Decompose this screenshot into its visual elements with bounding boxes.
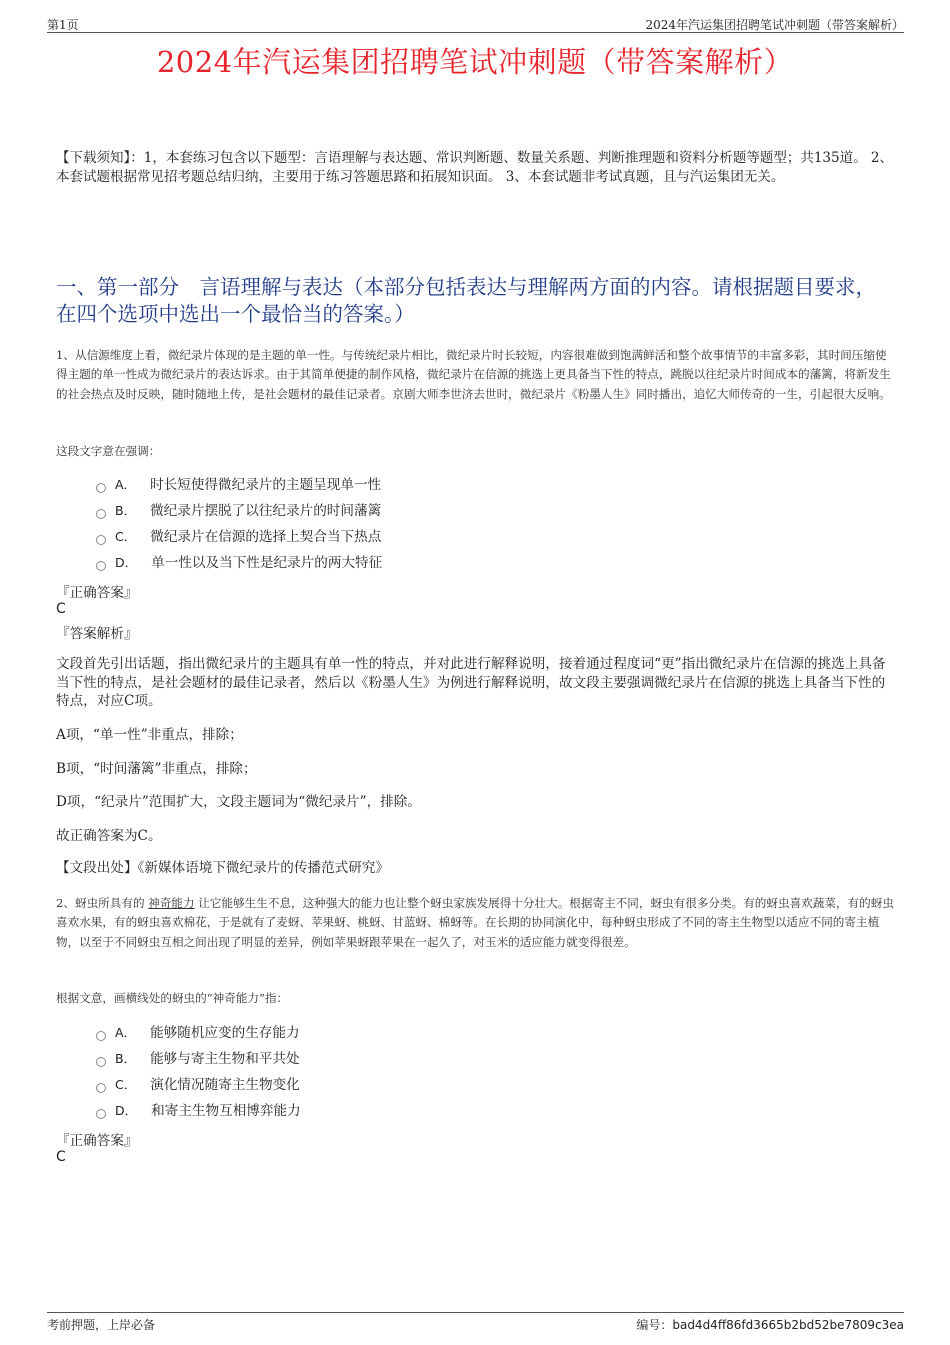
analysis-text: 文段首先引出话题，指出微纪录片的主题具有单一性的特点，并对此进行解释说明，接着通过程度词“更”指出微纪录片在信源的挑选上具备当下性的特点，是社会题材的最佳记录者，然后以《粉墨人生》为例进行解释说明，故文段主要强调微纪录片在信源的挑选上具备当下性的特点，对应C项。 — [56, 656, 886, 709]
option-a[interactable]: A． 时长短使得微纪录片的主题呈现单一性 — [96, 472, 382, 498]
page-footer — [47, 1312, 904, 1333]
radio-icon[interactable] — [96, 1109, 106, 1119]
underlined-phrase: 神奇能力 — [148, 896, 195, 910]
document-code: 编号：bad4d4ff86fd3665b2bd52be7809c3ea — [636, 1318, 904, 1332]
question-1-text: 1、从信源维度上看，微纪录片体现的是主题的单一性。与传统纪录片相比，微纪录片时长较短，内容很难做到饱满鲜活和整个故事情节的丰富多彩，其时间压缩使得主题的单一性成为微纪录片的表达诉求。由于其简单便捷的制作风格，微纪录片在信源的挑选上更具备当下性的特点，跳脱以往纪录片时间成本的藩篱，将新发生的社会热点及时反映，随时随地上传，是社会题材的最佳记录者。京剧大师李世济去世时，微纪录片《粉墨人生》同时播出，追忆大师传奇的一生，引起很大反响。 — [56, 348, 891, 401]
radio-icon[interactable] — [96, 561, 106, 571]
section-heading: 一、第一部分 言语理解与表达（本部分包括表达与理解两方面的内容。请根据题目要求，在四个选项中选出一个最恰当的答案。） — [56, 275, 876, 326]
option-d[interactable]: D． 单一性以及当下性是纪录片的两大特征 — [96, 550, 382, 576]
radio-icon[interactable] — [96, 483, 106, 493]
radio-icon[interactable] — [96, 1031, 106, 1041]
answer-value: C — [56, 601, 66, 617]
radio-icon[interactable] — [96, 509, 106, 519]
option-b[interactable]: B． 微纪录片摆脱了以往纪录片的时间藩篱 — [96, 498, 382, 524]
question-1-prompt: 这段文字意在强调： — [56, 444, 161, 458]
radio-icon[interactable] — [96, 535, 106, 545]
option-b[interactable]: B． 能够与寄主生物和平共处 — [96, 1046, 301, 1072]
question-2-text: 2、蚜虫所具有的 神奇能力 让它能够生生不息，这种强大的能力也让整个蚜虫家族发展得十分壮大。根据寄主不同，蚜虫有很多分类。有的蚜虫喜欢蔬菜，有的蚜虫喜欢水果，有的蚜虫喜欢棉花，于是就有了麦蚜、苹果蚜、桃蚜、甘蓝蚜、棉蚜等。在长期的协同演化中，每种蚜虫形成了不同的寄主生物型以适应不同的寄主植物，以至于不同蚜虫互相之间出现了明显的差异，例如苹果蚜跟苹果在一起久了，对玉米的适应能力就变得很差。 — [56, 896, 894, 949]
answer-label: 『正确答案』 — [56, 1133, 138, 1149]
analysis-label: 『答案解析』 — [56, 626, 138, 642]
answer-label: 『正确答案』 — [56, 585, 138, 601]
analysis-conclusion: 故正确答案为C。 — [56, 828, 162, 844]
question-1-options — [96, 472, 382, 576]
page-number: 第1页 — [47, 18, 79, 32]
page-title: 2024年汽运集团招聘笔试冲刺题（带答案解析） — [156, 45, 794, 79]
analysis-option-a: A项，“单一性”非重点，排除； — [56, 727, 243, 743]
passage-source: 【文段出处】《新媒体语境下微纪录片的传播范式研究》 — [56, 860, 390, 876]
option-c[interactable]: C． 演化情况随寄主生物变化 — [96, 1072, 301, 1098]
header-doc-title: 2024年汽运集团招聘笔试冲刺题（带答案解析） — [645, 18, 904, 32]
option-a[interactable]: A． 能够随机应变的生存能力 — [96, 1020, 301, 1046]
analysis-option-b: B项，“时间藩篱”非重点，排除； — [56, 761, 257, 777]
answer-value: C — [56, 1149, 66, 1165]
footer-slogan: 考前押题，上岸必备 — [47, 1318, 156, 1332]
option-c[interactable]: C． 微纪录片在信源的选择上契合当下热点 — [96, 524, 382, 550]
page-header — [47, 14, 904, 33]
question-2-prompt: 根据文意，画横线处的蚜虫的“神奇能力”指： — [56, 991, 289, 1005]
radio-icon[interactable] — [96, 1057, 106, 1067]
radio-icon[interactable] — [96, 1083, 106, 1093]
analysis-option-d: D项，“纪录片”范围扩大，文段主题词为“微纪录片”，排除。 — [56, 794, 421, 810]
option-d[interactable]: D． 和寄主生物互相博弈能力 — [96, 1098, 301, 1124]
question-2-options — [96, 1020, 301, 1124]
download-notice: 【下载须知】：1，本套练习包含以下题型：言语理解与表达题、常识判断题、数量关系题、判断推理题和资料分析题等题型；共135道。 2、本套试题根据常见招考题总结归纳，主要用于练习答题思路和拓展知识面。 3、本套试题非考试真题，且与汽运集团无关。 — [56, 150, 893, 185]
